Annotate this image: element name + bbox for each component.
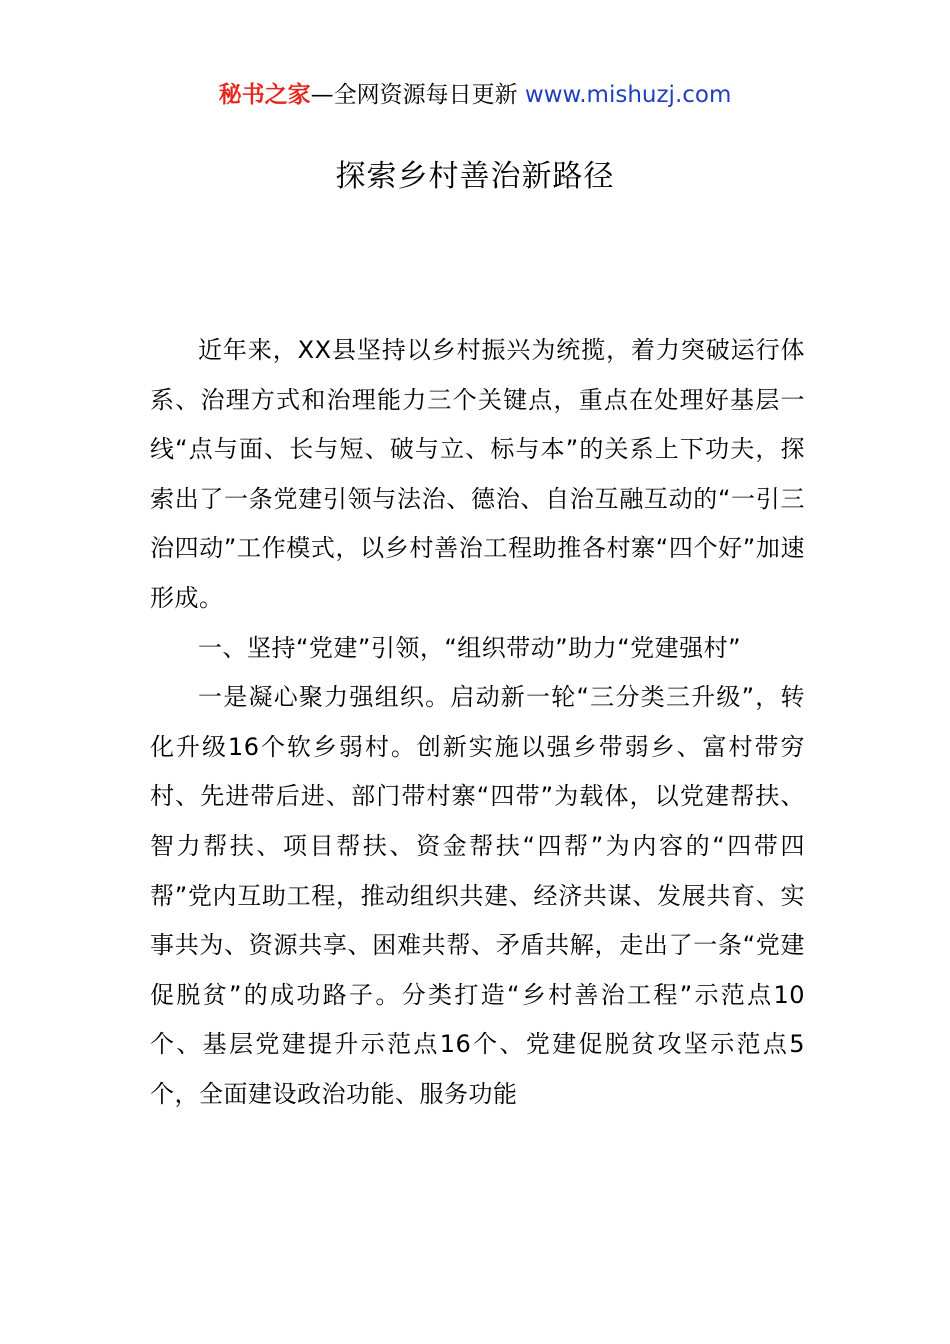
intro-paragraph: 近年来，XX县坚持以乡村振兴为统揽，着力突破运行体系、治理方式和治理能力三个关键点，重点在处理好基层一线“点与面、长与短、破与立、标与本”的关系上下功夫，探索出了一条党建引领与法治、德治、自治互融互动的“一引三治四动”工作模式，以乡村善治工程助推各村寨“四个好”加速形成。: [150, 336, 805, 612]
body-paragraph: 一是凝心聚力强组织。启动新一轮“三分类三升级”，转化升级16个软乡弱村。创新实施以强乡带弱乡、富村带穷村、先进带后进、部门带村寨“四带”为载体，以党建帮扶、智力帮扶、项目帮扶、资金帮扶“四帮”为内容的“四带四帮”党内互助工程，推动组织共建、经济共谋、发展共育、实事共为、资源共享、困难共帮、矛盾共解，走出了一条“党建促脱贫”的成功路子。分类打造“乡村善治工程”示范点10个、基层党建提升示范点16个、党建促脱贫攻坚示范点5个，全面建设政治功能、服务功能: [150, 683, 805, 1108]
document-title: 探索乡村善治新路径: [335, 159, 615, 194]
site-brand: 秘书之家: [218, 82, 311, 108]
site-slogan: —全网资源每日更新: [310, 82, 518, 108]
document-body: [150, 326, 805, 1120]
site-url-link[interactable]: www.mishuzj.com: [524, 82, 732, 108]
section-heading: 一、坚持“党建”引领，“组织带动”助力“党建强村”: [198, 633, 742, 662]
site-header: [0, 80, 950, 110]
